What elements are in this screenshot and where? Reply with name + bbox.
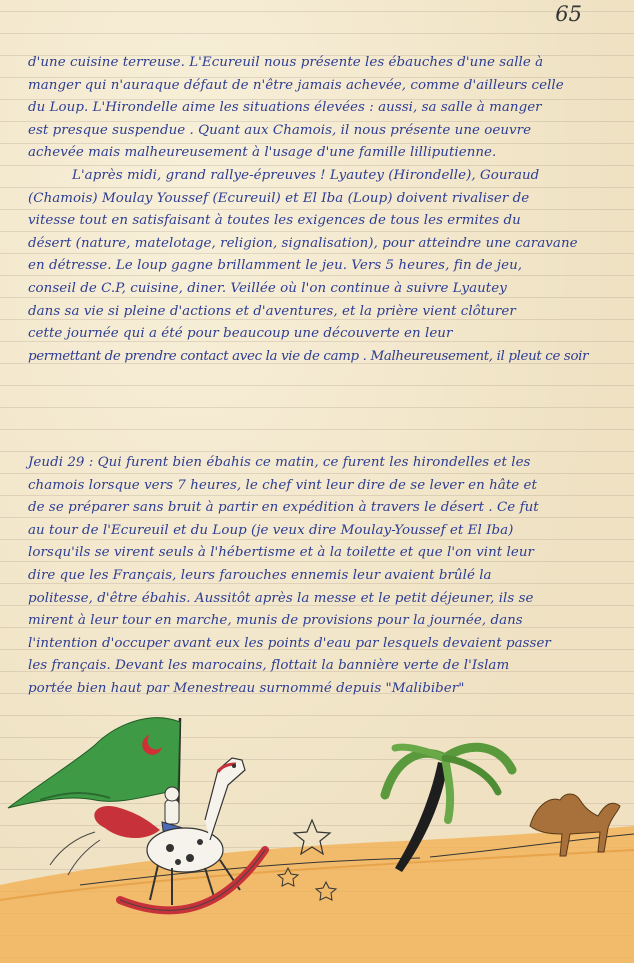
desert-sand (0, 826, 634, 963)
text-line: l'intention d'occuper avant eux les points d'eau par lesquels devaient passer (28, 635, 551, 651)
text-line: politesse, d'être ébahis. Aussitôt après la messe et le petit déjeuner, ils se (28, 590, 534, 606)
text-line: portée bien haut par Menestreau surnommé depuis "Malibiber" (28, 680, 465, 696)
text-line: vitesse tout en satisfaisant à toutes les exigences de tous les ermites du (28, 213, 521, 229)
text-line: achevée mais malheureusement à l'usage d'une famille lilliputienne. (28, 145, 497, 161)
text-line: les français. Devant les marocains, flottait la bannière verte de l'Islam (28, 658, 510, 674)
text-line: chamois lorsque vers 7 heures, le chef vint leur dire de se lever en hâte et (28, 477, 537, 493)
text-line: cette journée qui a été pour beaucoup une découverte en leur (28, 326, 453, 342)
text-line: L'après midi, grand rallye-épreuves ! Lyautey (Hirondelle), Gouraud (72, 167, 540, 183)
text-line: permettant de prendre contact avec la vie de camp . Malheureusement, il pleut ce soir (28, 348, 589, 364)
text-line: au tour de l'Ecureuil et du Loup (je veux dire Moulay-Youssef et El Iba) (28, 522, 514, 538)
journal-text-top (28, 52, 608, 368)
text-line: manger qui n'auraque défaut de n'être jamais achevée, comme d'ailleurs celle (28, 77, 564, 93)
text-line: du Loup. L'Hirondelle aime les situations élevées : aussi, sa salle à manger (28, 100, 542, 116)
text-line: désert (nature, matelotage, religion, signalisation), pour atteindre une caravane (28, 235, 578, 251)
text-line: dans sa vie si pleine d'actions et d'aventures, et la prière vient clôturer (28, 303, 516, 319)
text-line: conseil de C.P, cuisine, diner. Veillée où l'on continue à suivre Lyautey (28, 280, 507, 296)
text-line: Jeudi 29 : Qui furent bien ébahis ce matin, ce furent les hirondelles et les (28, 455, 531, 470)
text-line: mirent à leur tour en marche, munis de provisions pour la journée, dans (28, 613, 523, 629)
text-line: de se préparer sans bruit à partir en expédition à travers le désert . Ce fut (28, 500, 539, 516)
text-line: est presque suspendue . Quant aux Chamois, il nous présente une oeuvre (28, 122, 532, 138)
text-line: dire que les Français, leurs farouches ennemis leur avaient brûlé la (28, 567, 492, 583)
text-line: lorsqu'ils se virent seuls à l'hébertisme et à la toilette et que l'on vint leur (28, 545, 534, 561)
text-line: d'une cuisine terreuse. L'Ecureuil nous présente les ébauches d'une salle à (28, 55, 544, 70)
islam-flag (8, 718, 180, 820)
journal-text-jeudi (28, 452, 608, 701)
text-line: (Chamois) Moulay Youssef (Ecureuil) et El Iba (Loup) doivent rivaliser de (28, 190, 530, 206)
desert-illustration (0, 700, 634, 963)
page-number: 65 (555, 2, 582, 26)
text-line: en détresse. Le loup gagne brillamment le jeu. Vers 5 heures, fin de jeu, (28, 258, 523, 274)
